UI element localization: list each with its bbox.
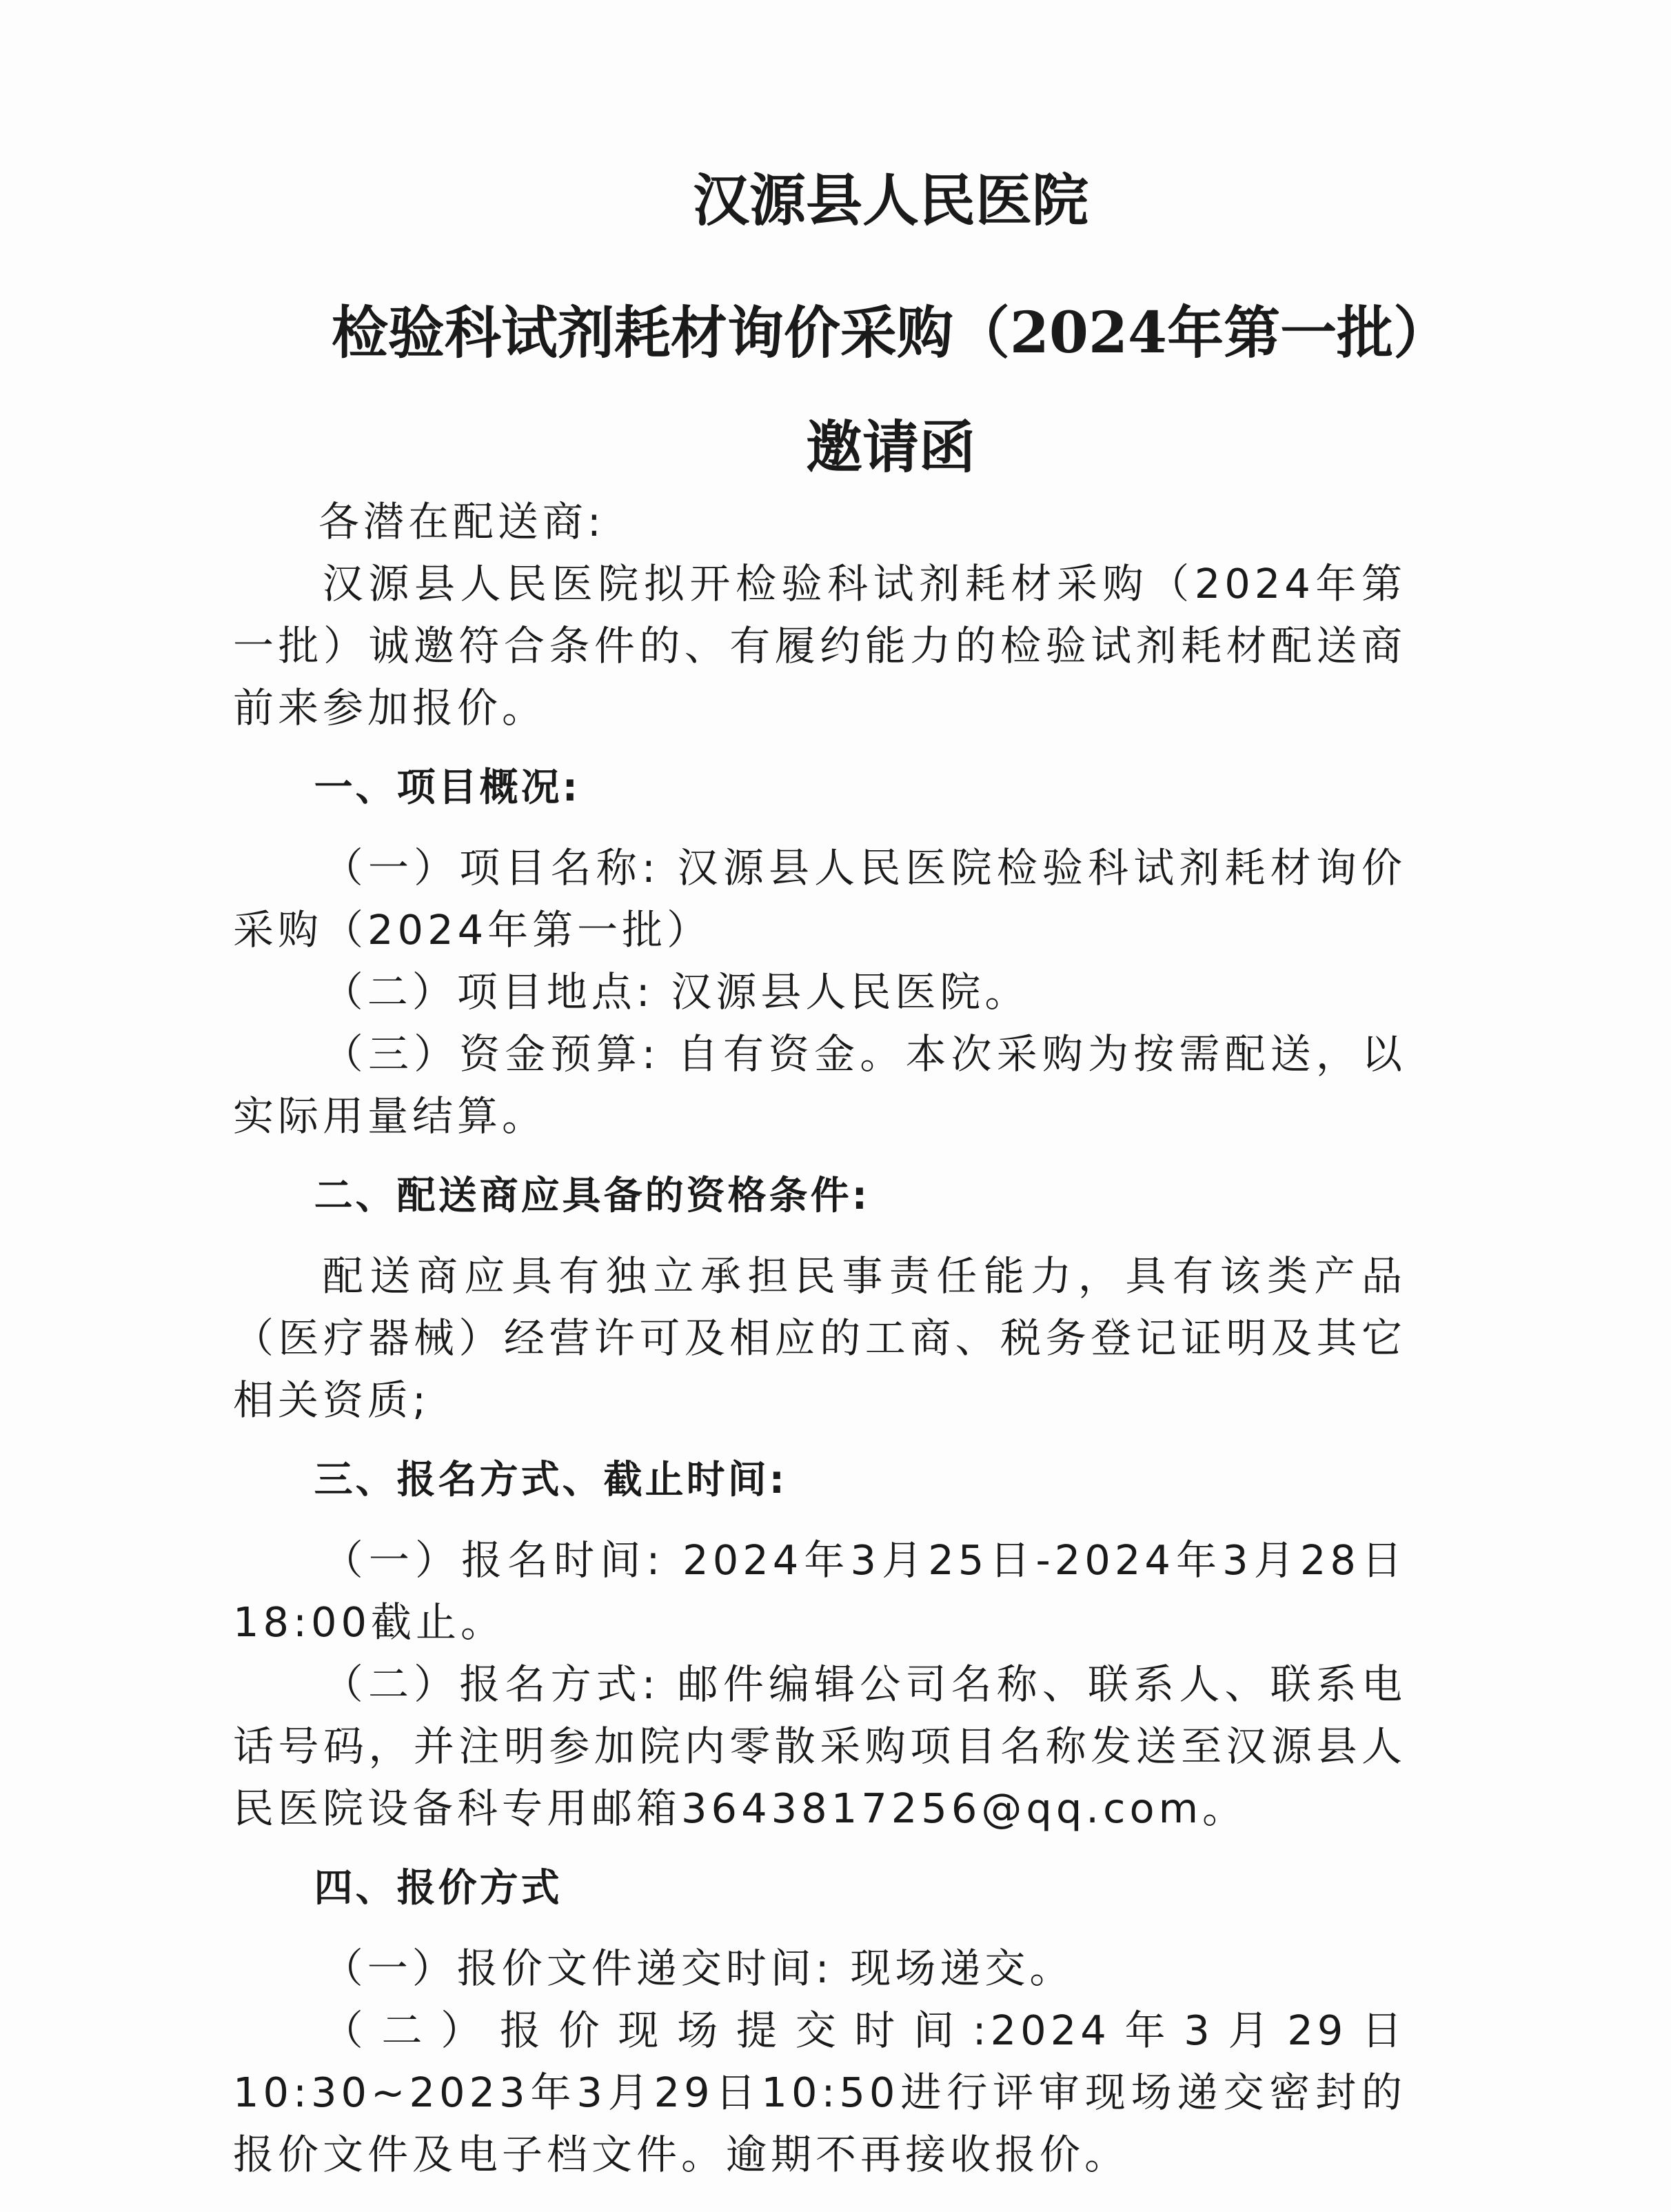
letter-body xyxy=(233,491,1406,2186)
intro-paragraph: 汉源县人民医院拟开检验科试剂耗材采购（2024年第一批）诚邀符合条件的、有履约能力的检验试剂耗材配送商前来参加报价。 xyxy=(233,560,1406,732)
section1-item2: （二）项目地点: 汉源县人民医院。 xyxy=(322,968,1030,1016)
hospital-name-title: 汉源县人民医院 xyxy=(692,168,1088,234)
section4-heading: 四、报价方式 xyxy=(314,1866,563,1911)
section1-heading: 一、项目概况: xyxy=(314,765,580,810)
section2-text: 配送商应具有独立承担民事责任能力，具有该类产品（医疗器械）经营许可及相应的工商、税务登记证明及其它相关资质; xyxy=(233,1252,1406,1424)
greeting: 各潜在配送商: xyxy=(318,498,605,545)
section1-item3: （三）资金预算: 自有资金。本次采购为按需配送，以实际用量结算。 xyxy=(233,1030,1406,1140)
invitation-title: 邀请函 xyxy=(805,414,975,481)
section4-item1: （一）报价文件递交时间: 现场递交。 xyxy=(322,1944,1075,1992)
section3-item1: （一）报名时间: 2024年3月25日-2024年3月28日18:00截止。 xyxy=(233,1536,1406,1646)
procurement-title: 检验科试剂耗材询价采购（2024年第一批） xyxy=(331,300,1450,366)
section3-heading: 三、报名方式、截止时间: xyxy=(314,1458,787,1502)
section4-item2: （二）报价现场提交时间:2024年3月29日10:30~2023年3月29日10:50进行评审现场递交密封的报价文件及电子档文件。逾期不再接收报价。 xyxy=(233,2007,1406,2178)
section2-heading: 二、配送商应具备的资格条件: xyxy=(314,1174,870,1218)
section3-item2: （二）报名方式: 邮件编辑公司名称、联系人、联系电话号码，并注明参加院内零散采购项目名称发送至汉源县人民医院设备科专用邮箱3643817256@qq.com。 xyxy=(233,1660,1406,1832)
section1-item1: （一）项目名称: 汉源县人民医院检验科试剂耗材询价采购（2024年第一批） xyxy=(233,844,1406,954)
